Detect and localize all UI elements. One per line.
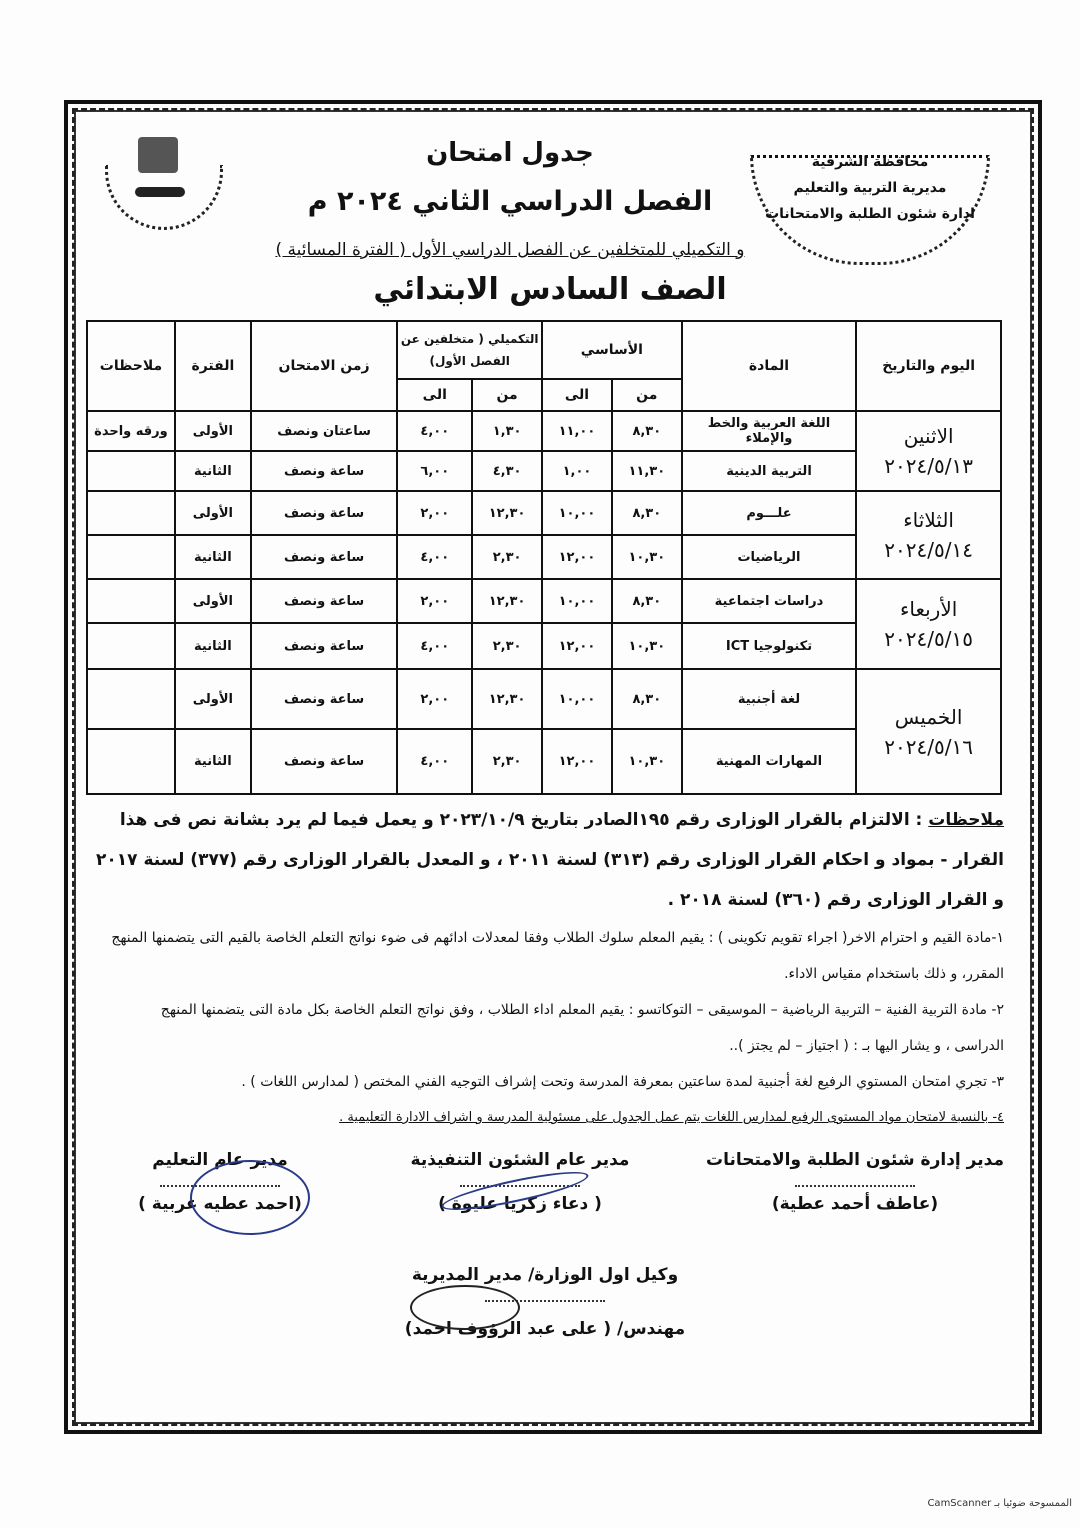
notes-lead: : الالتزام بالقرار الوزارى رقم ١٩٥الصادر بتاريخ ٢٠٢٣/١٠/٩ و يعمل فيما لم يرد بشانة نص فى هذا القرار - بمواد و احكام القرار الوزارى رقم (٣١٣) لسنة ٢٠١١ ، و المعدل بالقرار الوزارى رقم (٣٧٧) لسنة ٢٠١٧ و القرار الوزارى رقم (٣٦٠) لسنة ٢٠١٨ . [96,810,1004,910]
header-basic: الأساسي [542,321,682,379]
basic-from-cell: ٨,٣٠ [612,491,682,535]
duration-cell: ساعة ونصف [251,535,398,579]
supp-from-cell: ٢,٣٠ [472,623,542,669]
day-date-cell [856,579,1001,669]
header-basic-from: من [612,379,682,411]
notes-section [86,800,1004,1136]
note-item: ١-مادة القيم و احترام الاخر( اجراء تقويم تكوينى ) : يقيم المعلم سلوك الطلاب وفقا لمعدلات ادائهم فى ضوء نواتج التعلم الخاصة بالقيم التى يتضمنها المنهج المقرر، و ذلك باستخدام مقياس الاداء. [111,930,1004,982]
basic-to-cell: ١٠,٠٠ [542,491,612,535]
emblem-logo [105,135,223,230]
period-cell: الثانية [175,535,251,579]
basic-to-cell: ١٠,٠٠ [542,579,612,623]
header-basic-to: الى [542,379,612,411]
header-supplementary: التكميلي ( متخلفين عن الفصل الأول) [397,321,542,379]
signature-title: مدير عام الشئون التنفيذية [410,1150,630,1170]
table-row [87,579,1001,623]
org-department: ادارة شئون الطلبة والامتحانات [765,206,975,222]
term-title: الفصل الدراسي الثاني ٢٠٢٤ م [307,186,713,217]
subject-cell: دراسات اجتماعية [682,579,857,623]
supp-from-cell: ١٢,٣٠ [472,669,542,729]
basic-to-cell: ١٢,٠٠ [542,623,612,669]
supp-to-cell: ٦,٠٠ [397,451,472,491]
duration-cell: ساعة ونصف [251,623,398,669]
header-day: اليوم والتاريخ [856,321,1001,411]
supp-from-cell: ١٢,٣٠ [472,491,542,535]
supp-to-cell: ٤,٠٠ [397,535,472,579]
supp-to-cell: ٤,٠٠ [397,623,472,669]
subject-cell: اللغة العربية والخط والإملاء [682,411,857,451]
notes-cell [87,623,175,669]
basic-from-cell: ٨,٣٠ [612,411,682,451]
signature-title: وكيل اول الوزارة/ مدير المديرية [411,1265,679,1285]
note-item: ٢- مادة التربية الفنية – التربية الرياضية – الموسيقى – التوكاتسو : يقيم المعلم اداء الطلاب ، وفق نواتج التعلم الخاصة بكل مادة التى يتضمنها المنهج الدراسى ، و يشار اليها بـ : ( اجتياز – لم يجتز ).. [160,1002,1004,1054]
notes-cell: ورقه واحدة [87,411,175,451]
header-notes: ملاحظات [87,321,175,411]
basic-to-cell: ١٢,٠٠ [542,729,612,794]
exam-date: ٢٠٢٤/٥/١٤ [884,538,973,562]
notes-cell [87,669,175,729]
note-item: ٤- بالنسبة لامتحان مواد المستوى الرفيع لمدارس اللغات يتم عمل الجدول على مسئولية المدرسة و اشراف الادارة التعليمية . [339,1110,1004,1125]
signature-name: (احمد عطيه غربية ) [138,1194,302,1214]
period-cell: الثانية [175,623,251,669]
basic-from-cell: ١١,٣٠ [612,451,682,491]
grade-title: الصف السادس الابتدائي [373,272,727,307]
supp-to-cell: ٤,٠٠ [397,411,472,451]
basic-from-cell: ١٠,٣٠ [612,535,682,579]
supp-from-cell: ٢,٣٠ [472,729,542,794]
subject-cell: علـــوم [682,491,857,535]
basic-from-cell: ٨,٣٠ [612,669,682,729]
basic-to-cell: ١٠,٠٠ [542,669,612,729]
supp-from-cell: ٤,٣٠ [472,451,542,491]
period-cell: الأولى [175,411,251,451]
supp-from-cell: ١,٣٠ [472,411,542,451]
signature-title: مدير إدارة شئون الطلبة والامتحانات [706,1150,1004,1170]
period-cell: الثانية [175,451,251,491]
supp-from-cell: ٢,٣٠ [472,535,542,579]
subject-cell: لغة أجنبية [682,669,857,729]
supp-to-cell: ٢,٠٠ [397,491,472,535]
exam-date: ٢٠٢٤/٥/١٥ [884,627,973,651]
org-governorate: محافظة الشرقية [811,154,929,170]
signature-title: مدير عام التعليم [152,1150,288,1170]
supp-from-cell: ١٢,٣٠ [472,579,542,623]
exam-date: ٢٠٢٤/٥/١٣ [884,454,973,478]
header-period: الفترة [175,321,251,411]
subject-cell: تكنولوجيا ICT [682,623,857,669]
exam-date: ٢٠٢٤/٥/١٦ [884,734,973,759]
header-supp-to: الى [397,379,472,411]
scanner-watermark: الممسوحة ضوئيا بـ CamScanner [927,1498,1072,1509]
duration-cell: ساعة ونصف [251,451,398,491]
basic-to-cell: ١٢,٠٠ [542,535,612,579]
subject-cell: التربية الدينية [682,451,857,491]
header-subject: المادة [682,321,857,411]
period-cell: الأولى [175,669,251,729]
supp-to-cell: ٢,٠٠ [397,669,472,729]
basic-to-cell: ١,٠٠ [542,451,612,491]
doc-title: جدول امتحان [426,138,594,168]
period-cell: الثانية [175,729,251,794]
signature-name: مهندس/ ( على عبد الرؤوف احمد) [404,1319,686,1339]
notes-cell [87,579,175,623]
signature-name: (عاطف أحمد عطية) [771,1194,939,1214]
day-name: الاثنين [903,424,954,448]
subject-cell: الرياضيات [682,535,857,579]
notes-cell [87,535,175,579]
note-item: ٣- تجري امتحان المستوي الرفيع لغة أجنبية لمدة ساعتين بمعرفة المدرسة وتحت إشراف التوجيه الفني المختص ( لمدارس اللغات ) . [241,1074,1004,1090]
supp-to-cell: ٢,٠٠ [397,579,472,623]
day-name: الثلاثاء [903,508,954,532]
handwritten-signature [410,1285,520,1330]
day-name: الخميس [894,704,963,729]
duration-cell: ساعة ونصف [251,491,398,535]
supp-to-cell: ٤,٠٠ [397,729,472,794]
org-block [750,145,990,265]
notes-cell [87,729,175,794]
basic-from-cell: ١٠,٣٠ [612,623,682,669]
signature-name: ( دعاء زكريا عليوة ) [438,1194,602,1214]
duration-cell: ساعتان ونصف [251,411,398,451]
day-name: الأربعاء [899,597,958,621]
day-date-cell [856,491,1001,579]
table-row [87,491,1001,535]
org-directorate: مديرية التربية والتعليم [793,180,947,196]
basic-to-cell: ١١,٠٠ [542,411,612,451]
notes-cell [87,451,175,491]
period-cell: الأولى [175,491,251,535]
signature-block [700,1143,1010,1221]
duration-cell: ساعة ونصف [251,579,398,623]
duration-cell: ساعة ونصف [251,669,398,729]
exam-schedule-table [86,320,1002,795]
table-row [87,669,1001,729]
basic-from-cell: ٨,٣٠ [612,579,682,623]
subject-cell: المهارات المهنية [682,729,857,794]
header-duration: زمن الامتحان [251,321,398,411]
subtitle: و التكميلي للمتخلفين عن الفصل الدراسي الأول ( الفترة المسائية ) [275,240,745,260]
period-cell: الأولى [175,579,251,623]
table-row [87,411,1001,451]
notes-cell [87,491,175,535]
day-date-cell [856,411,1001,491]
header-supp-from: من [472,379,542,411]
notes-label: ملاحظات [928,810,1004,830]
handwritten-signature [190,1160,310,1235]
duration-cell: ساعة ونصف [251,729,398,794]
day-date-cell [856,669,1001,794]
basic-from-cell: ١٠,٣٠ [612,729,682,794]
